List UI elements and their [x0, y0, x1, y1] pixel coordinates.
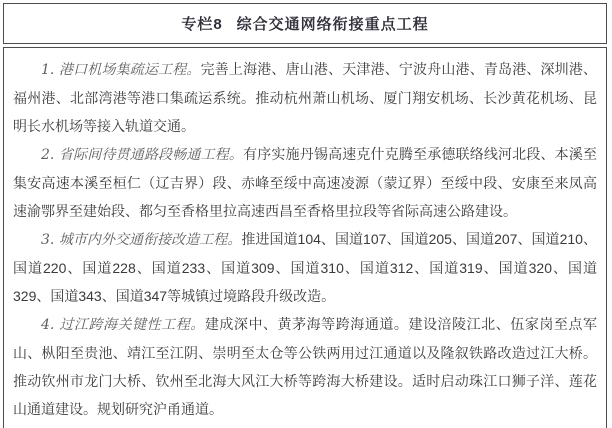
paragraph-1-lead: 1. 港口机场集疏运工程。: [41, 62, 201, 78]
panel-title-bar: [3, 3, 607, 44]
paragraph-3: [13, 225, 597, 310]
panel-title-label: 专栏8: [181, 16, 223, 33]
paragraph-2-lead: 2. 省际间待贯通路段畅通工程。: [41, 147, 244, 163]
paragraph-4-lead: 4. 过江跨海关键性工程。: [41, 317, 205, 333]
paragraph-2-body: 有序实施丹锡高速克什克腾至承德联络线河北段、本溪至集安高速本溪至桓仁（辽吉界）段、赤峰至绥中高速凌源（蒙辽界）至绥中段、安康至来凤高速渝鄂界至建始段、都匀至香格里拉高速西昌至香格里拉段等省际高速公路建设。: [13, 146, 598, 219]
paragraph-4: [13, 310, 597, 423]
paragraph-1-body: 完善上海港、唐山港、天津港、宁波舟山港、青岛港、深圳港、福州港、北部湾港等港口集疏运系统。推动杭州萧山机场、厦门翔安机场、长沙黄花机场、昆明长水机场等接入轨道交通。: [13, 61, 598, 134]
panel-title-text: 综合交通网络衔接重点工程: [236, 16, 429, 33]
paragraph-1: [13, 55, 597, 140]
column-panel: [3, 3, 607, 428]
paragraph-4-body: 建成深中、黄茅海等跨海通道。建设涪陵江北、伍家岗至点军山、枞阳至贵池、靖江至江阴、崇明至太仓等公铁两用过江通道以及隆叙铁路改造过江大桥。推动钦州市龙门大桥、钦州至北海大风江大桥等跨海大桥建设。适时启动珠江口狮子洋、莲花山通道建设。规划研究沪甬通道。: [13, 316, 597, 417]
paragraph-3-body: 推进国道104、国道107、国道205、国道207、国道210、国道220、国道228、国道233、国道309、国道310、国道312、国道319、国道320、国道329、国道343、国道347等城镇过境路段升级改造。: [13, 231, 598, 304]
paragraph-2: [13, 140, 597, 225]
paragraph-3-lead: 3. 城市内外交通衔接改造工程。: [41, 232, 242, 248]
panel-body: [3, 47, 607, 428]
